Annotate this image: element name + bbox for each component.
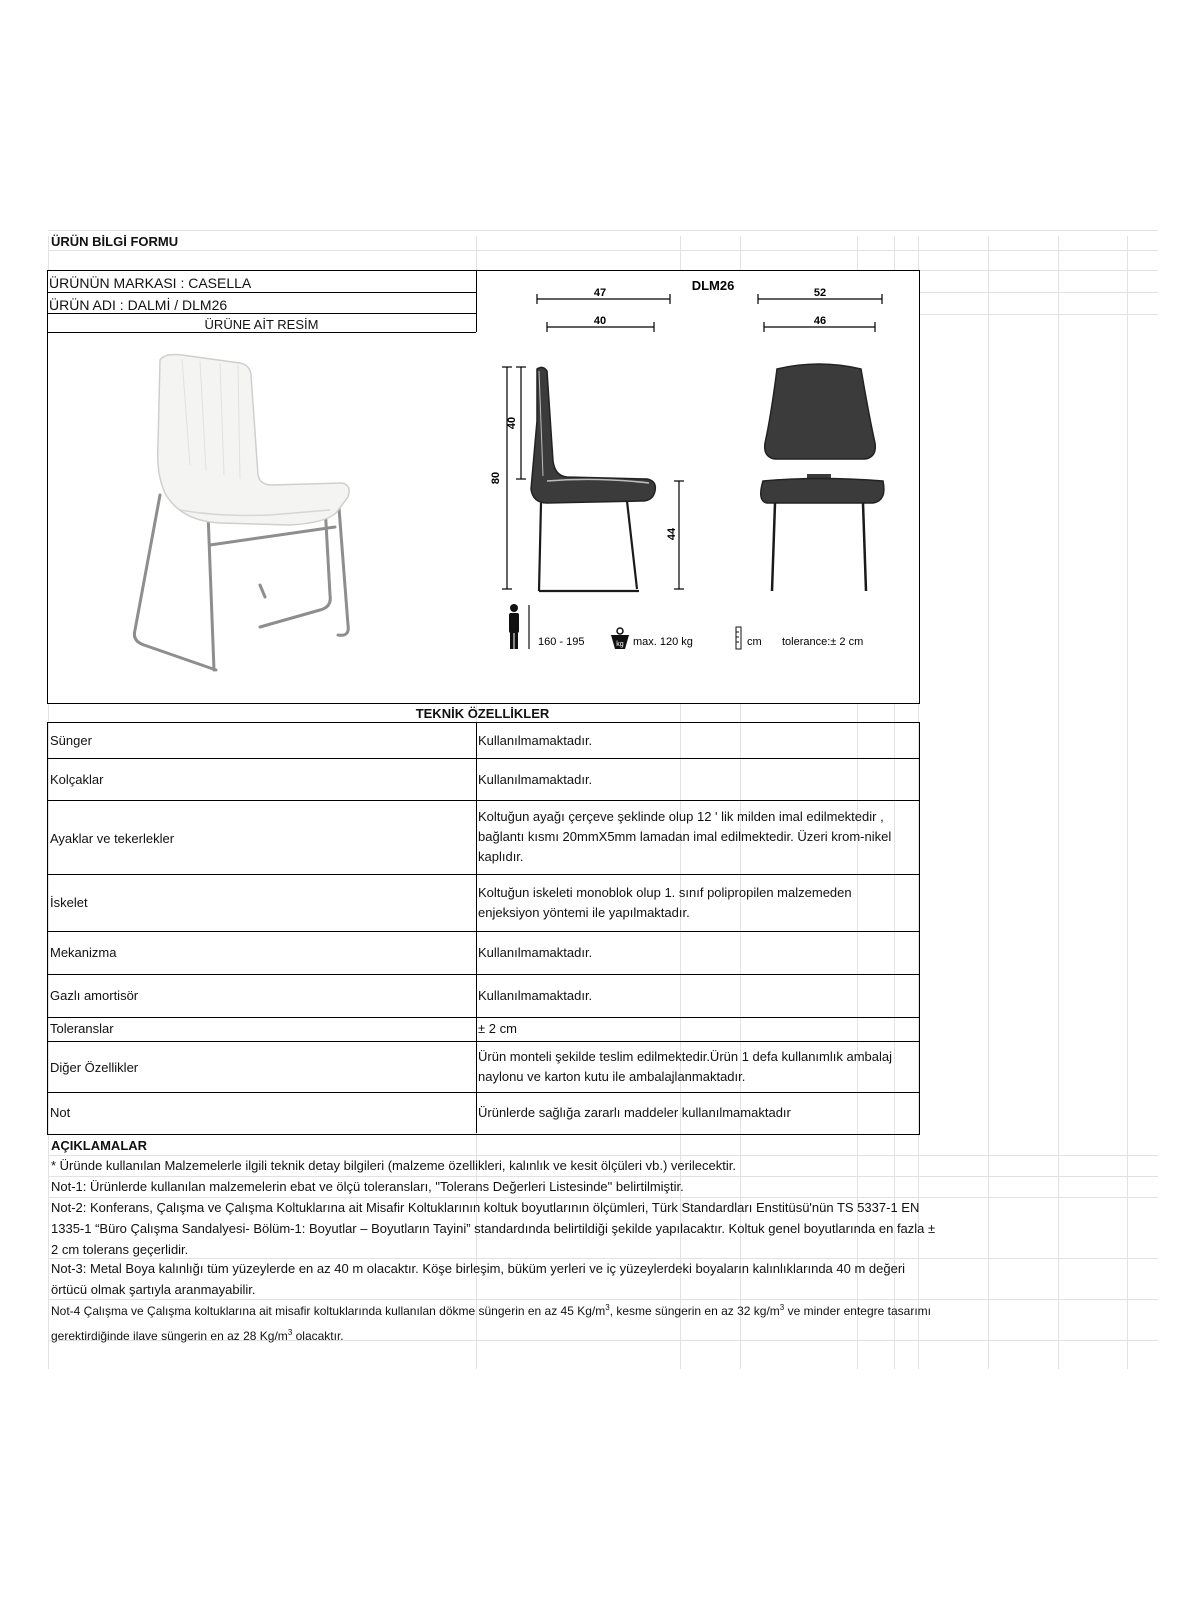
front-outer-width-label: 52 <box>813 287 827 299</box>
spec-value: Ürünlerde sağlığa zararlı maddeler kullanılmamaktadır <box>478 1105 791 1120</box>
note-4: Not-4 Çalışma ve Çalışma koltuklarına ait misafir koltuklarında kullanılan dökme süngerin en az 45 $Kg/m^3$, kesme süngerin en az 32 $kg/m^3$ ve minder entegre tasarımı gerektirdiğinde ilave süngerin en az 28 $Kg/m^3$ olacaktır. <box>51 1303 931 1343</box>
total-height-label: 80 <box>490 471 502 485</box>
spec-label: Gazlı amortisör <box>50 988 139 1003</box>
spec-label: Kolçaklar <box>50 772 104 787</box>
dimension-drawing <box>477 271 917 701</box>
chair-photo-shell <box>158 355 349 525</box>
chair-photo <box>120 345 370 685</box>
spec-label: Not <box>50 1105 71 1120</box>
weight-icon <box>611 628 629 649</box>
spec-value: Koltuğun iskeleti monoblok olup 1. sınıf polipropilen malzemeden enjeksiyon yöntemi ile yapılmaktadır. <box>478 885 852 920</box>
width-dimension-lines <box>537 294 882 332</box>
spec-label: Toleranslar <box>50 1021 114 1036</box>
spec-value: ± 2 cm <box>478 1021 517 1036</box>
unit-label: cm <box>747 636 762 648</box>
spec-value: Kullanılmamaktadır. <box>478 733 593 748</box>
ruler-icon <box>736 627 741 649</box>
image-caption: ÜRÜNE AİT RESİM <box>204 317 319 332</box>
note-3: Not-3: Metal Boya kalınlığı tüm yüzeylerde en az 40 m olacaktır. Köşe birleşim, büküm yerleri ve iç yüzeylerdeki boyaların kalınlıklarında 40 m değeri örtücü olmak şartıyla aranmayabilir. <box>51 1261 906 1297</box>
side-inner-width-label: 40 <box>593 315 607 327</box>
person-icon <box>509 604 529 649</box>
model-label: DLM26 <box>691 278 735 293</box>
brand-line: ÜRÜNÜN MARKASI : CASELLA <box>49 275 252 291</box>
spec-value: Ürün monteli şekilde teslim edilmektedir.Ürün 1 defa kullanımlık ambalaj naylonu ve karton kutu ile ambalajlanmaktadır. <box>478 1049 893 1084</box>
side-outer-width-label: 47 <box>593 287 607 299</box>
notes-title: AÇIKLAMALAR <box>51 1138 148 1153</box>
spec-header: TEKNİK ÖZELLİKLER <box>415 706 550 721</box>
max-load-label: max. 120 kg <box>633 636 693 648</box>
spec-label: Sünger <box>50 733 92 748</box>
product-name-line: ÜRÜN ADI : DALMİ / DLM26 <box>49 297 228 313</box>
spec-label: Mekanizma <box>50 945 117 960</box>
spec-value: Kullanılmamaktadır. <box>478 988 593 1003</box>
front-inner-width-label: 46 <box>813 315 827 327</box>
form-title: ÜRÜN BİLGİ FORMU <box>51 234 179 249</box>
note-1: Not-1: Ürünlerde kullanılan malzemelerin ebat ve ölçü toleransları, "Tolerans Değerleri Listesinde" belirtilmiştir. <box>51 1179 684 1194</box>
spec-label: Diğer Özellikler <box>50 1060 139 1075</box>
person-range-label: 160 - 195 <box>538 636 585 648</box>
tolerance-label: tolerance:± 2 cm <box>782 636 864 648</box>
side-view-chair <box>531 367 655 591</box>
spec-value: Koltuğun ayağı çerçeve şeklinde olup 12 ' lik milden imal edilmektedir , bağlantı kısmı 20mmX5mm lamadan imal edilmektedir. Üzeri krom-nikel kaplıdır. <box>478 809 892 864</box>
back-height-label: 40 <box>506 416 518 430</box>
seat-height-label: 44 <box>666 527 678 541</box>
note-2: Not-2: Konferans, Çalışma ve Çalışma Koltuklarına ait Misafir Koltuklarının koltuk boyutlarının ölçümleri, Türk Standardları Enstitüsü'nün TS 5337-1 EN 1335-1 “Büro Çalışma Sandalyesi- Bölüm-1: Boyutlar – Boyutların Tayini” standardında belirtildiği şekilde yapılacaktır. Koltuk genel boyutlarında en fazla ± 2 cm tolerans geçerlidir. <box>51 1200 936 1257</box>
spec-value: Kullanılmamaktadır. <box>478 945 593 960</box>
front-view-chair <box>761 364 884 591</box>
weight-icon-label: kg <box>616 641 624 648</box>
spec-value: Kullanılmamaktadır. <box>478 772 593 787</box>
spec-label: İskelet <box>50 895 88 910</box>
note-general: * Üründe kullanılan Malzemelerle ilgili teknik detay bilgileri (malzeme özellikleri, kalınlık ve kesit ölçüleri vb.) verilecektir. <box>51 1158 736 1173</box>
spec-label: Ayaklar ve tekerlekler <box>50 831 175 846</box>
